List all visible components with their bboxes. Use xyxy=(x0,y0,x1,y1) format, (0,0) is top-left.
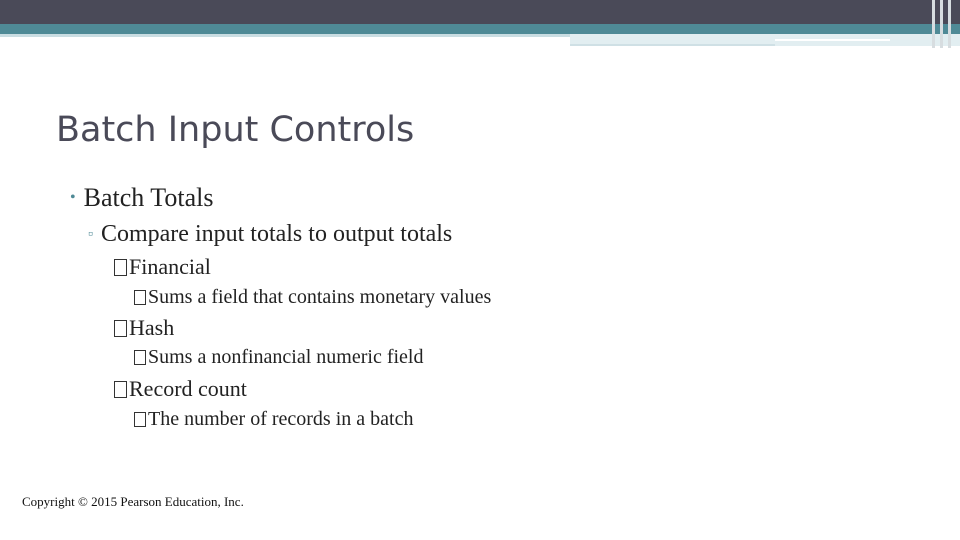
missing-glyph-box-icon xyxy=(134,412,146,427)
bullet-level3-text: Hash xyxy=(129,315,175,340)
bullet-level3-text: Financial xyxy=(129,254,211,279)
copyright-notice: Copyright © 2015 Pearson Education, Inc. xyxy=(22,494,244,509)
missing-glyph-box-icon xyxy=(114,320,127,337)
bullet-level1-text: Batch Totals xyxy=(83,183,214,212)
bullet-level1 xyxy=(70,183,213,213)
bullet-level4-text: Sums a nonfinancial numeric field xyxy=(148,346,424,368)
bullet-dot-icon: • xyxy=(70,189,76,206)
bullet-level3 xyxy=(114,315,174,341)
bullet-level2-text: Compare input totals to output totals xyxy=(100,221,453,247)
square-bullet-icon: ▫ xyxy=(88,227,93,242)
corner-decoration xyxy=(948,0,951,48)
corner-decoration xyxy=(932,0,935,48)
bullet-level4-text: Sums a field that contains monetary values xyxy=(148,286,492,308)
bullet-level4 xyxy=(134,346,423,369)
bullet-level3 xyxy=(114,254,211,280)
header-accent-line xyxy=(0,34,570,37)
bullet-level4 xyxy=(134,408,413,431)
corner-decoration xyxy=(940,0,943,48)
missing-glyph-box-icon xyxy=(134,350,146,365)
bullet-level4-text: The number of records in a batch xyxy=(148,408,414,430)
header-band-teal xyxy=(0,24,960,34)
header-accent-line xyxy=(570,44,775,46)
header-band-dark xyxy=(0,0,960,24)
slide-title: Batch Input Controls xyxy=(56,110,415,150)
bullet-level2 xyxy=(88,221,452,248)
bullet-level3 xyxy=(114,376,247,402)
missing-glyph-box-icon xyxy=(114,381,127,398)
header-accent-line xyxy=(775,39,890,41)
missing-glyph-box-icon xyxy=(114,259,127,276)
missing-glyph-box-icon xyxy=(134,290,146,305)
bullet-level4 xyxy=(134,286,491,309)
bullet-level3-text: Record count xyxy=(129,376,247,401)
